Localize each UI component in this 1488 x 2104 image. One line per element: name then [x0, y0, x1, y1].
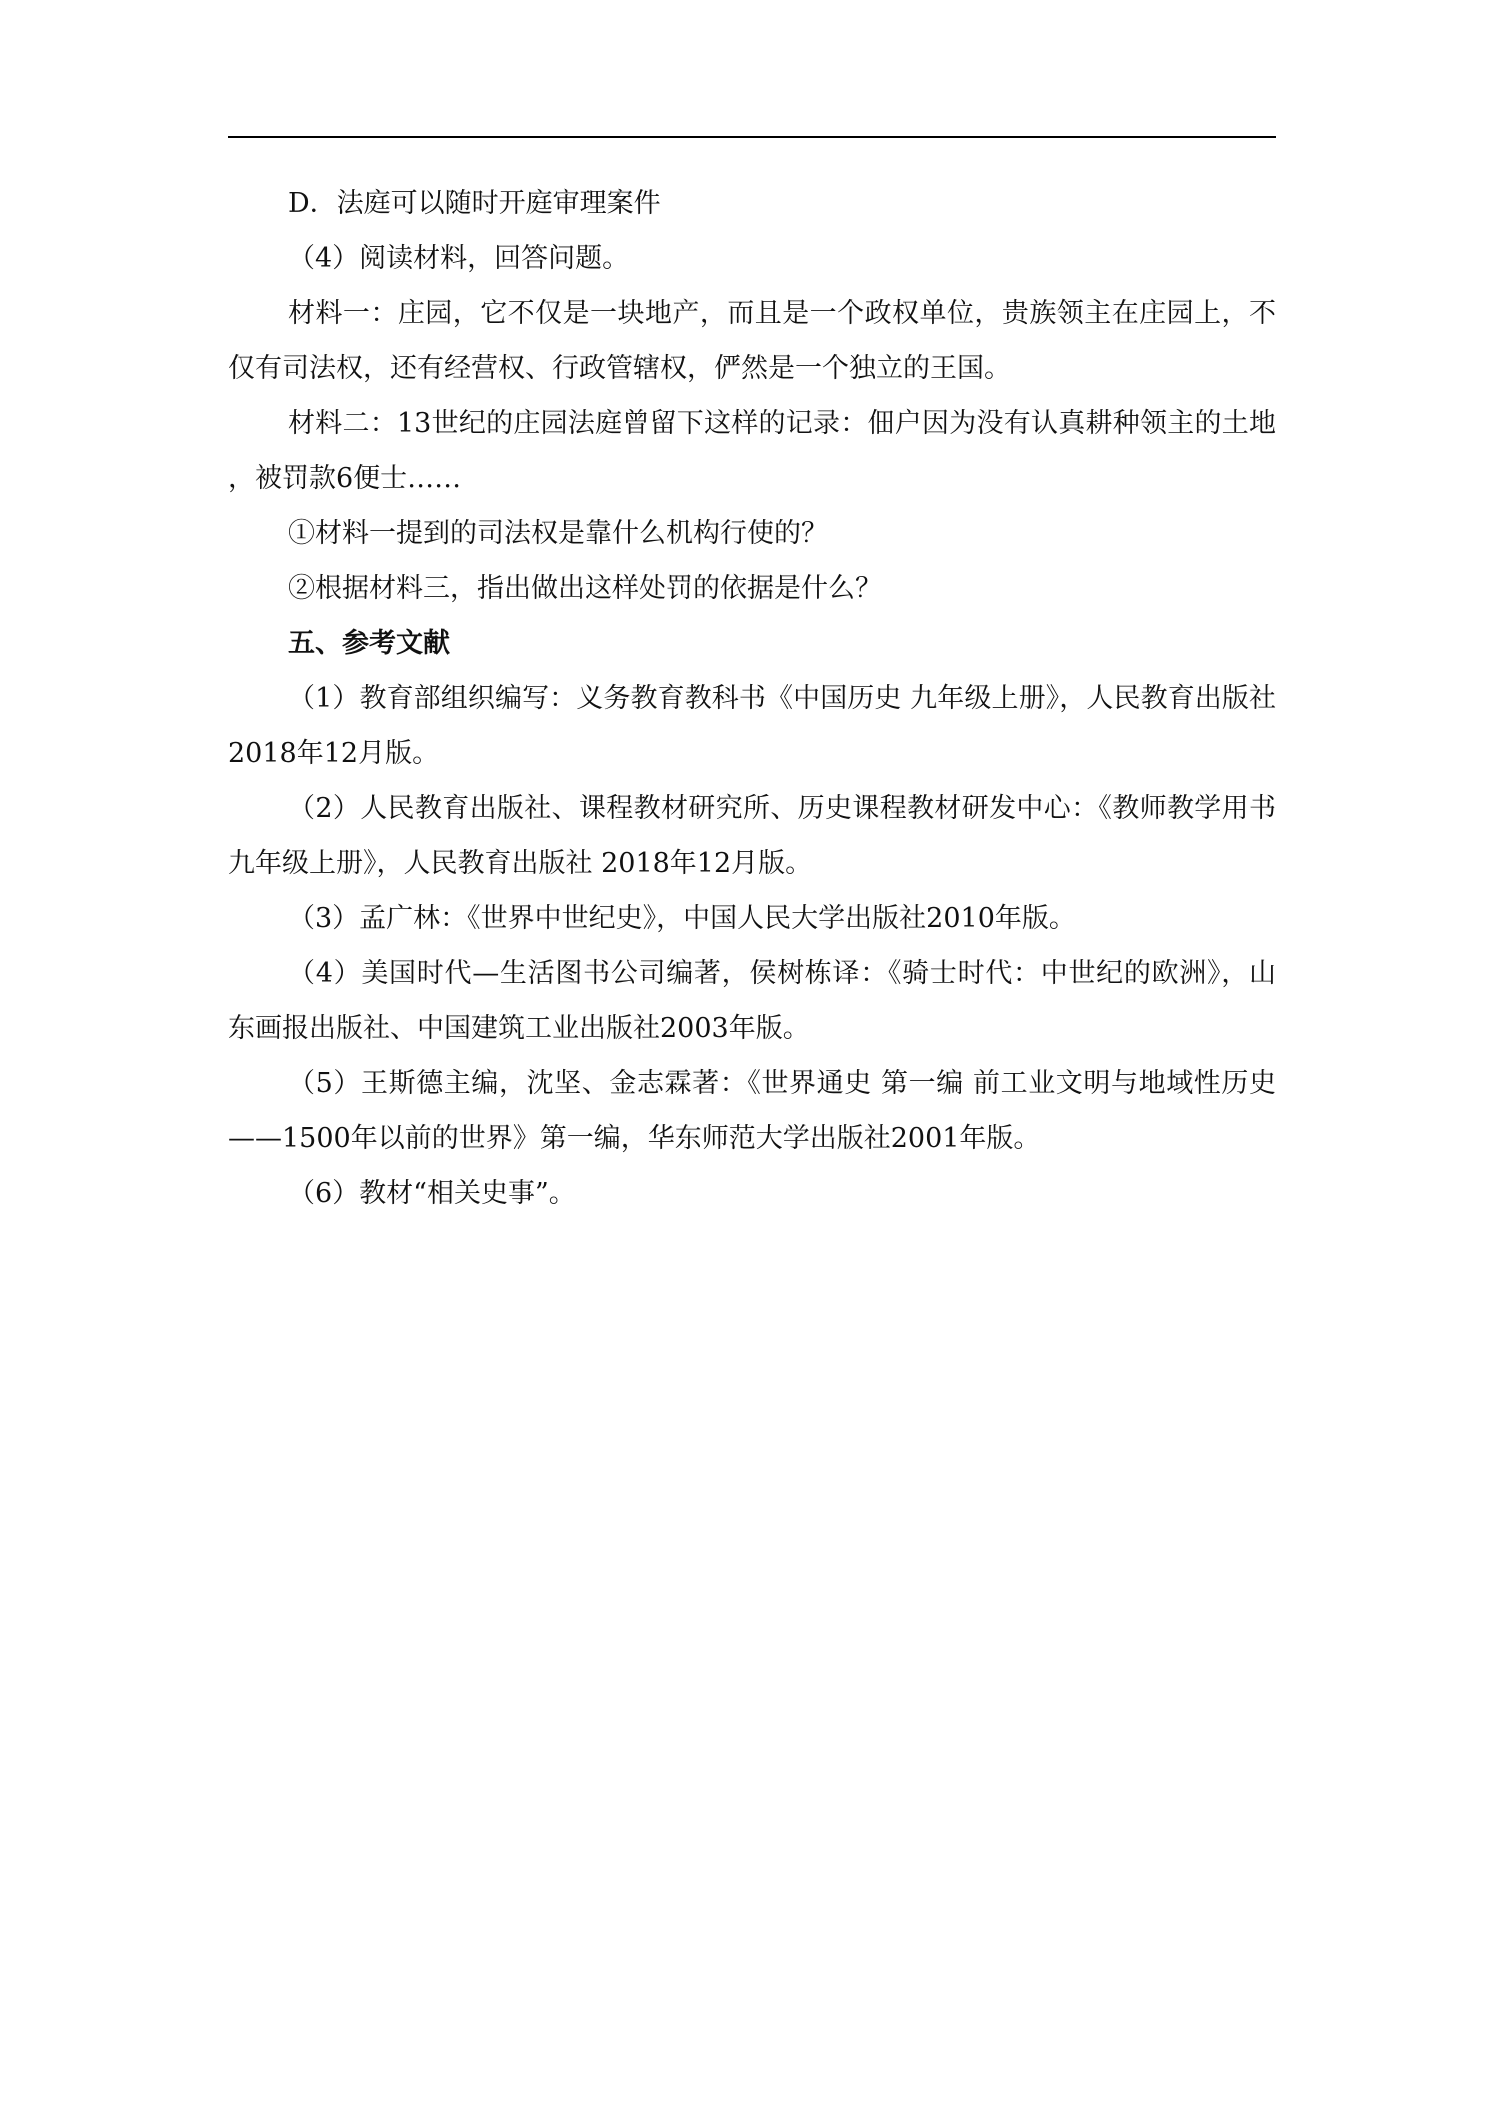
material-two: 材料二：13世纪的庄园法庭曾留下这样的记录：佃户因为没有认真耕种领主的土地，被罚款6便士……: [228, 408, 1276, 494]
sub-question-1: ①材料一提到的司法权是靠什么机构行使的？: [288, 518, 828, 549]
reference-item: （5）王斯德主编，沈坚、金志霖著：《世界通史 第一编 前工业文明与地域性历史——1500年以前的世界》第一编，华东师范大学出版社2001年版。: [228, 1068, 1276, 1154]
references-heading: 五、参考文献: [288, 628, 450, 659]
material-one: 材料一：庄园，它不仅是一块地产，而且是一个政权单位，贵族领主在庄园上，不仅有司法权，还有经营权、行政管辖权，俨然是一个独立的王国。: [228, 298, 1276, 384]
reference-item: （3）孟广林：《世界中世纪史》，中国人民大学出版社2010年版。: [288, 903, 1076, 934]
question-4-prompt: （4）阅读材料，回答问题。: [288, 243, 630, 274]
sub-question-2: ②根据材料三，指出做出这样处罚的依据是什么？: [288, 573, 882, 604]
reference-item: （6）教材“相关史事”。: [288, 1178, 576, 1209]
reference-item: （1）教育部组织编写：义务教育教科书《中国历史 九年级上册》，人民教育出版社 2018年12月版。: [228, 683, 1276, 769]
reference-item: （4）美国时代—生活图书公司编著，侯树栋译：《骑士时代：中世纪的欧洲》，山东画报出版社、中国建筑工业出版社2003年版。: [228, 958, 1276, 1044]
option-d: D．法庭可以随时开庭审理案件: [288, 188, 661, 219]
header-rule: [228, 136, 1276, 138]
document-body: [228, 176, 1276, 1221]
reference-item: （2）人民教育出版社、课程教材研究所、历史课程教材研发中心：《教师教学用书 九年级上册》，人民教育出版社 2018年12月版。: [228, 793, 1276, 879]
